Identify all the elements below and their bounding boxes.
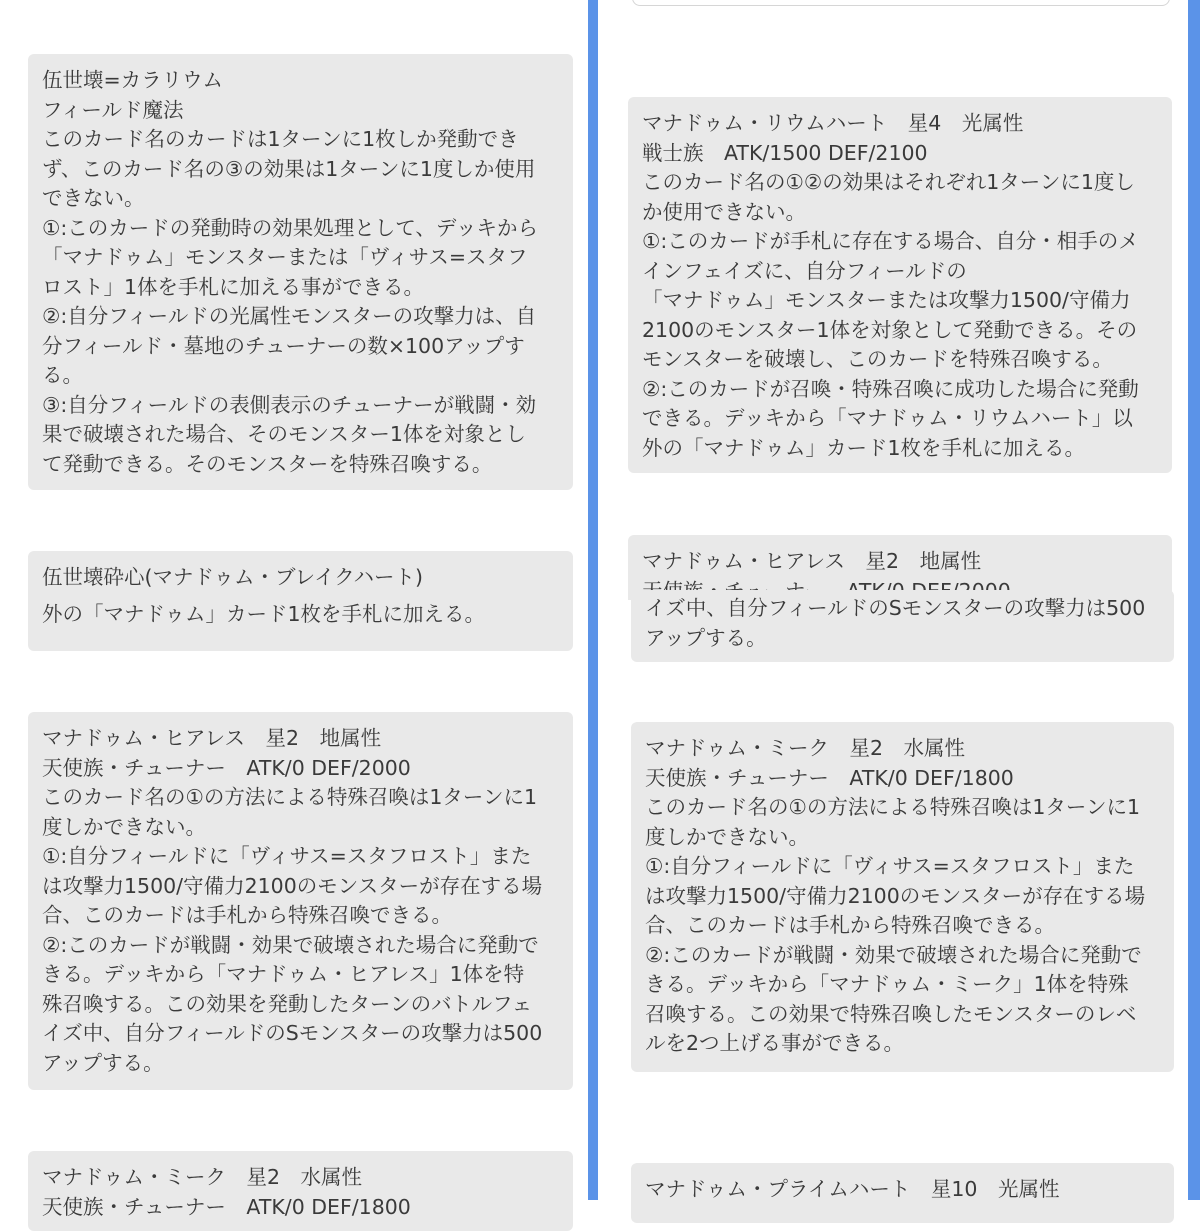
card-text-line: 合、このカードは手札から特殊召喚できる。 [645, 913, 1055, 937]
card-text-line: ②:このカードが戦闘・効果で破壊された場合に発動で [42, 932, 539, 957]
card-text-line: できない。 [42, 186, 145, 210]
card-text-line: ①:自分フィールドに「ヴィサス=スタフロスト」また [645, 854, 1135, 878]
panel-divider [588, 0, 598, 1200]
card-name: マナドゥム・ミーク 星2 水属性 [42, 1165, 363, 1189]
card-name: 伍世壊=カラリウム [42, 68, 223, 92]
card-text-line: ②:自分フィールドの光属性モンスターの攻撃力は、自 [42, 304, 537, 328]
card-text-line: できる。デッキから「マナドゥム・リウムハート」以 [642, 406, 1133, 430]
card-name: 伍世壊砕心(マナドゥム・ブレイクハート) [42, 565, 423, 589]
card-text-line: インフェイズに、自分フィールドの [642, 258, 967, 283]
card-stats: 天使族・チューナー ATK/0 DEF/2000 [42, 755, 411, 780]
card-text-line: る。 [42, 363, 83, 387]
card-text-line: ①:自分フィールドに「ヴィサス=スタフロスト」また [42, 844, 532, 868]
card-text-line: 分フィールド・墓地のチューナーの数×100アップす [42, 333, 525, 358]
card-text-line: イズ中、自分フィールドのSモンスターの攻撃力は500 [645, 596, 1146, 620]
card-text-line: ②:このカードが召喚・特殊召喚に成功した場合に発動 [642, 376, 1139, 401]
card-type: フィールド魔法 [42, 97, 184, 122]
card-text-line: きる。デッキから「マナドゥム・ミーク」1体を特殊 [645, 972, 1129, 996]
card-text-line: 合、このカードは手札から特殊召喚できる。 [42, 903, 452, 927]
message-bubble-hiares [28, 712, 573, 1090]
message-bubble-field-spell [28, 54, 573, 490]
card-text-line: ①:このカードの発動時の効果処理として、デッキから [42, 215, 538, 240]
right-lower-screenshot-panel [598, 596, 1188, 1201]
card-text-line: 度しかできない。 [42, 814, 206, 839]
card-text-line: 外の「マナドゥム」カード1枚を手札に加える。 [642, 435, 1086, 460]
card-text-line: 殊召喚する。この効果を発動したターンのバトルフェ [42, 991, 533, 1016]
card-name: マナドゥム・ヒアレス 星2 地属性 [642, 549, 982, 573]
card-text-line: アップする。 [42, 1050, 164, 1075]
card-text-line: このカード名の①の方法による特殊召喚は1ターンに1 [42, 785, 538, 809]
right-edge-bar [1188, 0, 1200, 1200]
message-bubble-hiares-tail [631, 590, 1174, 662]
card-text-line: 外の「マナドゥム」カード1枚を手札に加える。 [42, 601, 486, 626]
message-bubble-break-heart [28, 551, 573, 651]
card-name: マナドゥム・プライムハート 星10 光属性 [645, 1177, 1060, 1201]
text-input-edge [632, 0, 1170, 6]
card-text-line: か使用できない。 [642, 199, 806, 224]
card-text-line: 「マナドゥム」モンスターまたは「ヴィサス=スタフ [42, 245, 528, 269]
left-screenshot-panel [0, 0, 588, 1219]
card-text-line: は攻撃力1500/守備力2100のモンスターが存在する場 [645, 883, 1146, 908]
card-text-line: ②:このカードが戦闘・効果で破壊された場合に発動で [645, 942, 1142, 967]
card-text-line: モンスターを破壊し、このカードを特殊召喚する。 [642, 347, 1113, 371]
card-text-line: きる。デッキから「マナドゥム・ヒアレス」1体を特 [42, 962, 525, 986]
card-text-line: 「マナドゥム」モンスターまたは攻撃力1500/守備力 [642, 288, 1131, 312]
message-bubble-riumheart [628, 97, 1172, 473]
card-text-line: ③:自分フィールドの表側表示のチューナーが戦闘・効 [42, 392, 537, 417]
card-text-line: 度しかできない。 [645, 824, 809, 849]
card-name: マナドゥム・ミーク 星2 水属性 [645, 736, 966, 760]
card-text-line: このカード名のカードは1ターンに1枚しか発動でき [42, 127, 519, 151]
card-text-line: ルを2つ上げる事ができる。 [645, 1031, 905, 1055]
card-text-line: 2100のモンスター1体を対象として発動できる。その [642, 317, 1138, 342]
card-text-line: このカード名の①の方法による特殊召喚は1ターンに1 [645, 795, 1141, 819]
card-text-line: 召喚する。この効果で特殊召喚したモンスターのレベ [645, 1001, 1137, 1026]
card-text-line: イズ中、自分フィールドのSモンスターの攻撃力は500 [42, 1021, 543, 1045]
card-text-line: ロスト」1体を手札に加える事ができる。 [42, 274, 425, 299]
card-stats: 戦士族 ATK/1500 DEF/2100 [642, 140, 928, 165]
card-stats: 天使族・チューナー ATK/0 DEF/1800 [42, 1194, 411, 1219]
card-text-line: ①:このカードが手札に存在する場合、自分・相手のメ [642, 229, 1139, 253]
message-bubble-meek-partial [28, 1151, 573, 1231]
card-text-line: て発動できる。そのモンスターを特殊召喚する。 [42, 451, 493, 476]
card-text-line: ず、このカード名の③の効果は1ターンに1度しか使用 [42, 156, 536, 181]
card-text-line: は攻撃力1500/守備力2100のモンスターが存在する場 [42, 873, 543, 898]
card-name: マナドゥム・リウムハート 星4 光属性 [642, 111, 1024, 135]
message-bubble-meek [631, 722, 1174, 1072]
card-name: マナドゥム・ヒアレス 星2 地属性 [42, 726, 382, 750]
card-text-line: このカード名の①②の効果はそれぞれ1ターンに1度し [642, 170, 1135, 194]
message-bubble-primeheart-partial [631, 1163, 1174, 1223]
card-text-line: 果で破壊された場合、そのモンスター1体を対象とし [42, 422, 526, 446]
card-text-line: アップする。 [645, 625, 767, 650]
card-stats: 天使族・チューナー ATK/0 DEF/1800 [645, 765, 1014, 790]
